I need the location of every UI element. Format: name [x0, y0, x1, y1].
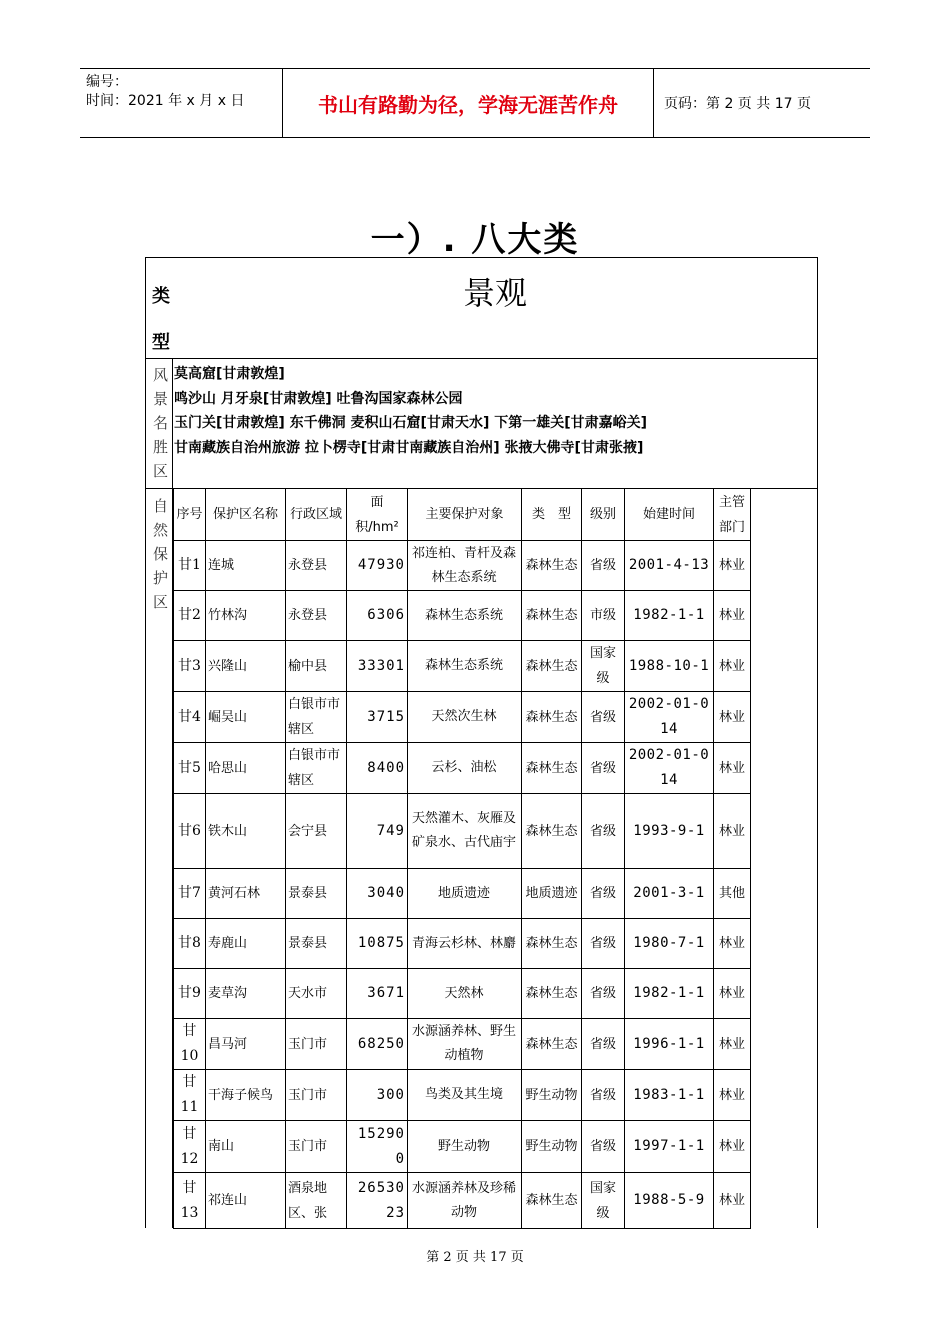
area-value: 2653023: [347, 1173, 408, 1229]
reserve-type: 森林生态: [522, 641, 582, 692]
admin-region: 玉门市: [286, 1070, 347, 1121]
area-value: 47930: [347, 541, 408, 591]
admin-region: 白银市市辖区: [286, 743, 347, 794]
row-number: 甘7: [174, 869, 206, 919]
reserve-level: 省级: [582, 743, 625, 794]
page-header: [80, 68, 870, 138]
section-title: 一）. 八大类: [370, 220, 580, 260]
managing-dept: 林业: [714, 1121, 751, 1173]
scenic-line: 玉门关[甘肃敦煌] 东千佛洞 麦积山石窟[甘肃天水] 下第一雄关[甘肃嘉峪关]: [174, 415, 648, 431]
table-row: [174, 869, 751, 919]
admin-region: 酒泉地区、张: [286, 1173, 347, 1229]
reserve-name: 昌马河: [206, 1019, 286, 1070]
protected-object: 森林生态系统: [408, 591, 522, 641]
reserve-level: 省级: [582, 794, 625, 869]
table-row: [174, 1121, 751, 1173]
admin-region: 白银市市辖区: [286, 692, 347, 743]
reserve-type: 野生动物: [522, 1121, 582, 1173]
landscape-table: [145, 257, 818, 1228]
row-number: 甘10: [174, 1019, 206, 1070]
row-number: 甘2: [174, 591, 206, 641]
area-value: 3715: [347, 692, 408, 743]
row-number: 甘11: [174, 1070, 206, 1121]
established-date: 1988-10-1: [625, 641, 714, 692]
protected-object: 森林生态系统: [408, 641, 522, 692]
protected-object: 天然林: [408, 969, 522, 1019]
managing-dept: 林业: [714, 541, 751, 591]
reserve-name: 南山: [206, 1121, 286, 1173]
reserve-name: 竹林沟: [206, 591, 286, 641]
managing-dept: 其他: [714, 869, 751, 919]
established-date: 1982-1-1: [625, 591, 714, 641]
admin-region: 景泰县: [286, 869, 347, 919]
protected-object: 祁连柏、青杆及森林生态系统: [408, 541, 522, 591]
managing-dept: 林业: [714, 641, 751, 692]
table-row: [174, 1173, 751, 1229]
protected-object: 云杉、油松: [408, 743, 522, 794]
reserve-table: [173, 488, 751, 1229]
row-number: 甘8: [174, 919, 206, 969]
area-value: 3040: [347, 869, 408, 919]
row-number: 甘12: [174, 1121, 206, 1173]
reserve-type: 森林生态: [522, 969, 582, 1019]
admin-region: 玉门市: [286, 1019, 347, 1070]
doc-date-label: 时间：2021 年 x 月 x 日: [86, 93, 245, 109]
nature-reserve-label: 自然保护区: [153, 497, 169, 611]
area-value: 6306: [347, 591, 408, 641]
reserve-type: 森林生态: [522, 591, 582, 641]
area-value: 300: [347, 1070, 408, 1121]
area-value: 10875: [347, 919, 408, 969]
protected-object: 鸟类及其生境: [408, 1070, 522, 1121]
table-row: [174, 1019, 751, 1070]
reserve-level: 省级: [582, 1070, 625, 1121]
header-page-number: 页码：第 2 页 共 17 页: [664, 96, 811, 112]
scenic-line: 甘南藏族自治州旅游 拉卜楞寺[甘肃甘南藏族自治州] 张掖大佛寺[甘肃张掖]: [174, 439, 644, 456]
reserve-name: 兴隆山: [206, 641, 286, 692]
established-date: 1993-9-1: [625, 794, 714, 869]
type-label: 类型: [152, 286, 170, 353]
protected-object: 水源涵养林及珍稀动物: [408, 1173, 522, 1229]
table-row: [174, 591, 751, 641]
established-date: 1983-1-1: [625, 1070, 714, 1121]
managing-dept: 林业: [714, 919, 751, 969]
table-row: [174, 969, 751, 1019]
reserve-level: 国家级: [582, 1173, 625, 1229]
row-number: 甘6: [174, 794, 206, 869]
established-date: 1996-1-1: [625, 1019, 714, 1070]
area-value: 749: [347, 794, 408, 869]
reserve-level: 省级: [582, 541, 625, 591]
table-row: [174, 692, 751, 743]
protected-object: 天然次生林: [408, 692, 522, 743]
protected-object: 水源涵养林、野生动植物: [408, 1019, 522, 1070]
page-footer: 第 2 页 共 17 页: [426, 1250, 524, 1265]
reserve-name: 铁木山: [206, 794, 286, 869]
established-date: 1982-1-1: [625, 969, 714, 1019]
header-type: 类 型: [522, 489, 582, 541]
admin-region: 玉门市: [286, 1121, 347, 1173]
header-motto: 书山有路勤为径，学海无涯苦作舟: [318, 92, 618, 117]
header-meta: [86, 73, 282, 111]
scenic-line: 鸣沙山 月牙泉[甘肃敦煌] 吐鲁沟国家森林公园: [174, 390, 463, 407]
established-date: 2002-01-014: [625, 743, 714, 794]
admin-region: 会宁县: [286, 794, 347, 869]
area-value: 68250: [347, 1019, 408, 1070]
managing-dept: 林业: [714, 1173, 751, 1229]
header-level: 级别: [582, 489, 625, 541]
reserve-level: 省级: [582, 869, 625, 919]
header-dept: 主管部门: [714, 489, 751, 541]
protected-object: 青海云杉林、林麝: [408, 919, 522, 969]
reserve-name: 麦草沟: [206, 969, 286, 1019]
table-header-row: [174, 489, 751, 541]
admin-region: 永登县: [286, 541, 347, 591]
reserve-level: 省级: [582, 1019, 625, 1070]
managing-dept: 林业: [714, 969, 751, 1019]
area-value: 33301: [347, 641, 408, 692]
scenic-line: 莫高窟[甘肃敦煌]: [174, 366, 285, 382]
header-no: 序号: [174, 489, 206, 541]
row-number: 甘4: [174, 692, 206, 743]
managing-dept: 林业: [714, 1070, 751, 1121]
reserve-type: 野生动物: [522, 1070, 582, 1121]
header-date: 始建时间: [625, 489, 714, 541]
table-row: [174, 919, 751, 969]
table-divider: [146, 358, 817, 359]
reserve-level: 省级: [582, 969, 625, 1019]
admin-region: 永登县: [286, 591, 347, 641]
area-value: 8400: [347, 743, 408, 794]
established-date: 1988-5-9: [625, 1173, 714, 1229]
established-date: 1980-7-1: [625, 919, 714, 969]
reserve-name: 哈思山: [206, 743, 286, 794]
table-row: [174, 541, 751, 591]
doc-code-label: 编号：: [86, 74, 128, 90]
table-row: [174, 743, 751, 794]
row-number: 甘13: [174, 1173, 206, 1229]
reserve-name: 崛吴山: [206, 692, 286, 743]
reserve-name: 干海子候鸟: [206, 1070, 286, 1121]
admin-region: 榆中县: [286, 641, 347, 692]
reserve-level: 国家级: [582, 641, 625, 692]
reserve-type: 森林生态: [522, 692, 582, 743]
protected-object: 天然灌木、灰雁及矿泉水、古代庙宇: [408, 794, 522, 869]
table-row: [174, 1070, 751, 1121]
reserve-type: 森林生态: [522, 1019, 582, 1070]
reserve-name: 连城: [206, 541, 286, 591]
managing-dept: 林业: [714, 692, 751, 743]
protected-object: 野生动物: [408, 1121, 522, 1173]
managing-dept: 林业: [714, 591, 751, 641]
managing-dept: 林业: [714, 1019, 751, 1070]
header-name: 保护区名称: [206, 489, 286, 541]
header-area: 面积/hm²: [347, 489, 408, 541]
reserve-level: 省级: [582, 692, 625, 743]
reserve-level: 市级: [582, 591, 625, 641]
reserve-level: 省级: [582, 919, 625, 969]
protected-object: 地质遗迹: [408, 869, 522, 919]
header-admin: 行政区域: [286, 489, 347, 541]
scenic-area-list: [174, 362, 647, 460]
managing-dept: 林业: [714, 743, 751, 794]
established-date: 2002-01-014: [625, 692, 714, 743]
table-row: [174, 794, 751, 869]
admin-region: 天水市: [286, 969, 347, 1019]
admin-region: 景泰县: [286, 919, 347, 969]
managing-dept: 林业: [714, 794, 751, 869]
reserve-type: 森林生态: [522, 794, 582, 869]
established-date: 2001-4-13: [625, 541, 714, 591]
row-number: 甘3: [174, 641, 206, 692]
reserve-type: 森林生态: [522, 541, 582, 591]
scenic-area-label: 风景名胜区: [153, 366, 169, 480]
reserve-name: 祁连山: [206, 1173, 286, 1229]
header-object: 主要保护对象: [408, 489, 522, 541]
reserve-name: 黄河石林: [206, 869, 286, 919]
table-row: [174, 641, 751, 692]
reserve-type: 地质遗迹: [522, 869, 582, 919]
reserve-type: 森林生态: [522, 1173, 582, 1229]
reserve-name: 寿鹿山: [206, 919, 286, 969]
row-number: 甘5: [174, 743, 206, 794]
area-value: 152900: [347, 1121, 408, 1173]
reserve-type: 森林生态: [522, 919, 582, 969]
area-value: 3671: [347, 969, 408, 1019]
established-date: 2001-3-1: [625, 869, 714, 919]
type-value: 景观: [462, 274, 527, 312]
established-date: 1997-1-1: [625, 1121, 714, 1173]
reserve-level: 省级: [582, 1121, 625, 1173]
reserve-type: 森林生态: [522, 743, 582, 794]
header-divider: [653, 69, 654, 137]
row-number: 甘1: [174, 541, 206, 591]
row-number: 甘9: [174, 969, 206, 1019]
